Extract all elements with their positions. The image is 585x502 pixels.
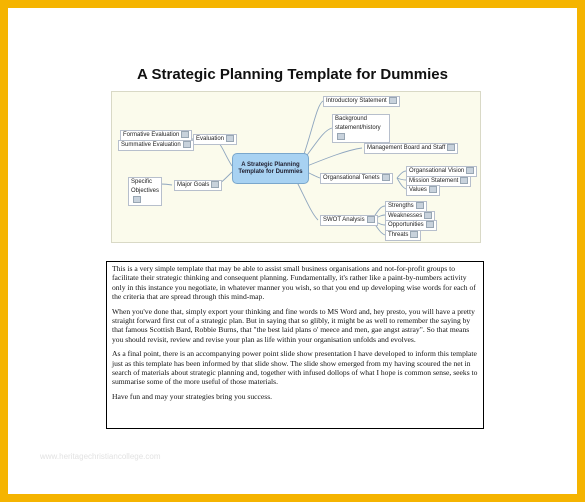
page-title: A Strategic Planning Template for Dummies: [137, 66, 448, 83]
mind-map: [111, 91, 481, 243]
node-label: SWOT Analysis: [323, 217, 365, 224]
node-label: Evaluation: [196, 136, 225, 143]
node-major-goals[interactable]: [174, 180, 222, 191]
note-icon: [133, 196, 141, 203]
paragraph-3: As a final point, there is an accompanying power point slide show presentation I have developed to inform this template just as this template has been informed by that slide show. The slide show emerged from my having scoured the net in search of materials about strategic planning and, together with infused dollops of what I hope is common sense, seeks to summarise some of the more useful of those materials.: [112, 349, 478, 387]
node-label: Introductory Statement: [326, 98, 387, 105]
node-label: Management Board and Staff: [367, 145, 446, 152]
paragraph-1: This is a very simple template that may be able to assist small business organisations and not-for-profit groups to facilitate their strategic thinking and consequent planning. Fundamentally, it's rather like a paint-by-numbers activity only in this instance you negotiate, in whatever manner you wish, so that you end up developing wise words for each of the criteria that are spread through this mind-map.: [112, 264, 476, 302]
node-label: Formative Evaluation: [123, 132, 180, 139]
node-label: Organsational Tenets: [323, 175, 380, 182]
note-icon: [460, 177, 468, 184]
paragraph-2: When you've done that, simply export your thinking and fine words to MS Word and, hey presto, you will have a pretty straight forward first cut of a strategic plan. But in saying that so glibly, it might be as well to remember the saying by that famous Scottish Bard, Robbie Burns, that "the best laid plans o' meece and men, gae angst astray". So that means you should revisit, review and revise your plan as life within your organisation unfolds and evolves.: [112, 306, 475, 344]
node-label: Threats: [388, 232, 409, 239]
watermark: www.heritagechristiancollege.com: [40, 452, 161, 461]
node-introductory-statement[interactable]: [323, 96, 400, 107]
note-icon: [429, 186, 437, 193]
note-icon: [183, 141, 191, 148]
central-topic[interactable]: [232, 153, 309, 184]
node-management-board[interactable]: [364, 143, 458, 154]
node-label: Values: [409, 187, 427, 194]
paragraph-4: Have fun and may your strategies bring you success.: [112, 391, 273, 401]
node-specific-objectives[interactable]: [128, 177, 162, 206]
node-values[interactable]: [406, 185, 440, 196]
note-icon: [466, 167, 474, 174]
note-icon: [426, 221, 434, 228]
node-evaluation[interactable]: [193, 134, 237, 145]
node-label: Strengths: [388, 203, 414, 210]
note-icon: [382, 174, 390, 181]
central-topic-label: A Strategic Planning Template for Dummies: [238, 161, 303, 175]
node-threats[interactable]: [385, 230, 421, 241]
node-organsational-tenets[interactable]: [320, 173, 393, 184]
node-label: Summative Evaluation: [121, 142, 181, 149]
node-swot-analysis[interactable]: [320, 215, 378, 226]
note-icon: [416, 202, 424, 209]
node-label: Organsational Vision: [409, 168, 465, 175]
note-icon: [410, 231, 418, 238]
node-background[interactable]: [332, 114, 390, 143]
node-summative-evaluation[interactable]: [118, 140, 194, 151]
node-label: Major Goals: [177, 182, 210, 189]
node-label: Background statement/history: [335, 116, 381, 131]
note-icon: [367, 216, 375, 223]
note-icon: [211, 181, 219, 188]
node-label: Specific Objectives: [131, 179, 160, 194]
note-icon: [424, 212, 432, 219]
note-icon: [181, 131, 189, 138]
node-label: Weaknesses: [388, 213, 423, 220]
note-icon: [226, 135, 234, 142]
note-icon: [389, 97, 397, 104]
note-icon: [337, 133, 345, 140]
note-icon: [447, 144, 455, 151]
description-text-box: [106, 261, 484, 429]
node-label: Opportunities: [388, 222, 424, 229]
node-label: Mission Statement: [409, 178, 459, 185]
